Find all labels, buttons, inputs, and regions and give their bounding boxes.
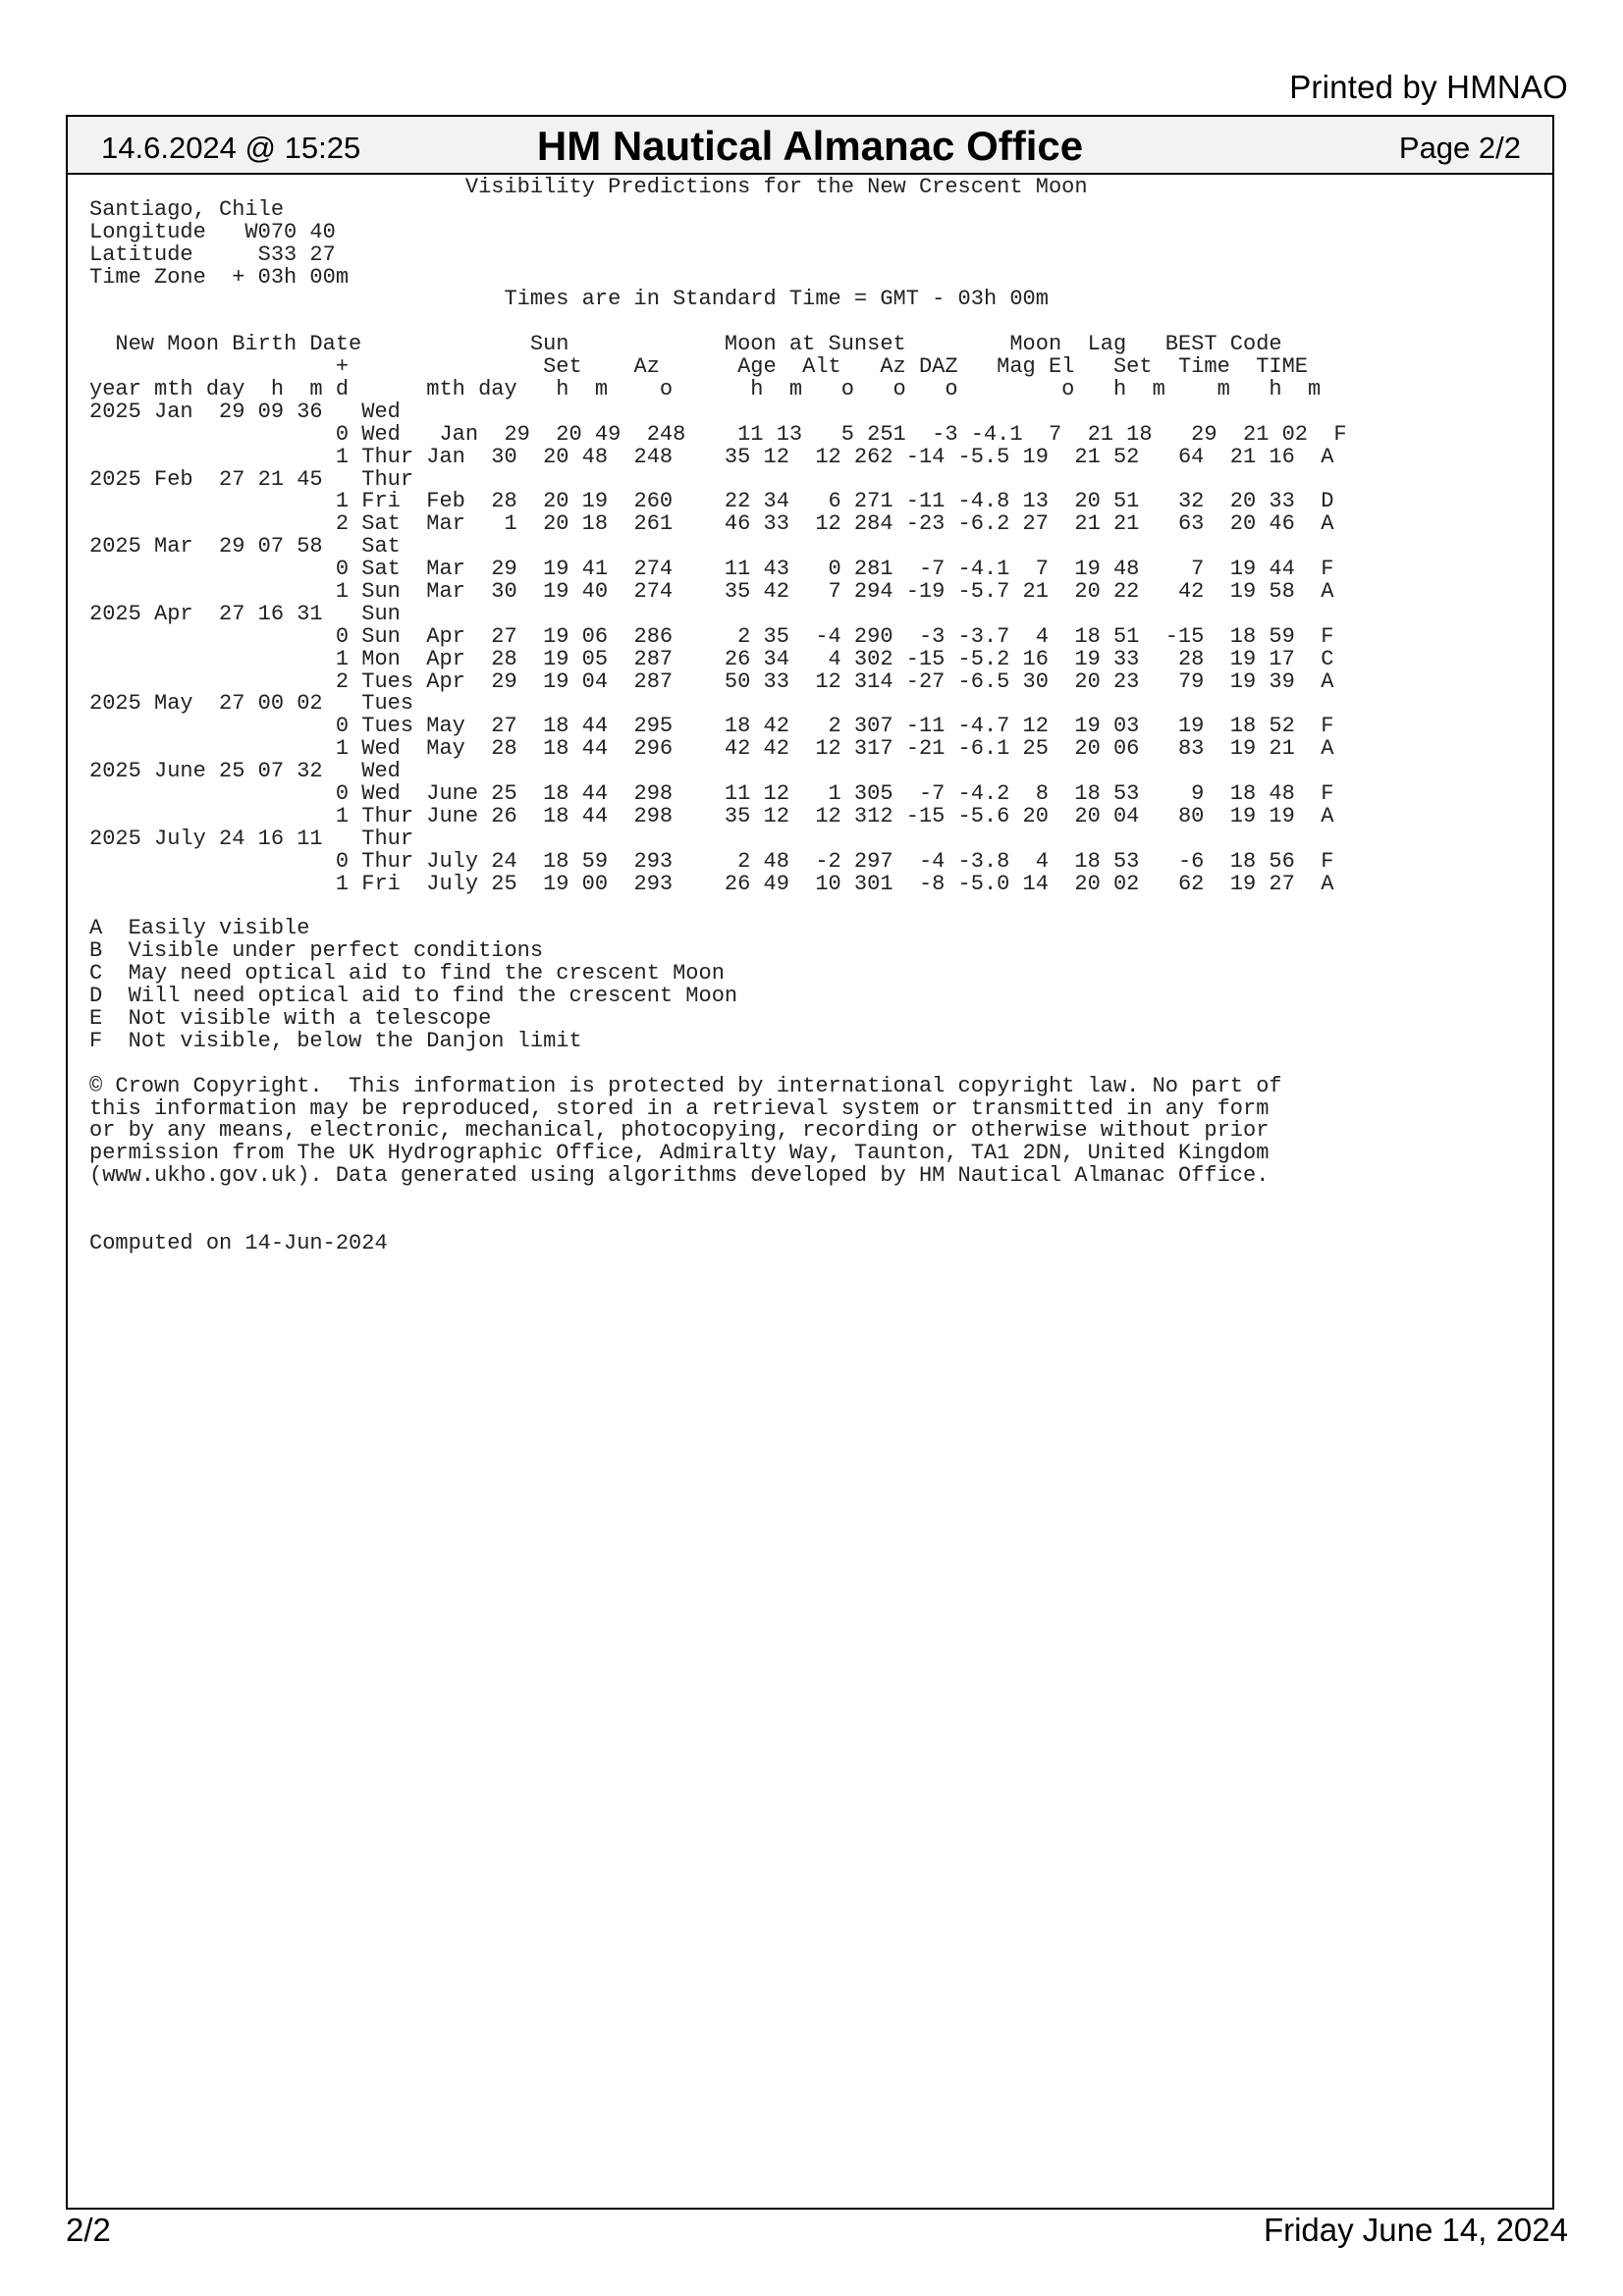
table-row: 2025 Apr 27 16 31 Sun (89, 601, 401, 626)
legend-item: A Easily visible (89, 916, 310, 941)
copyright-line: (www.ukho.gov.uk). Data generated using algorithms developed by HM Nautical Almanac Office. (89, 1163, 1270, 1189)
table-row: 1 Fri July 25 19 00 293 26 49 10 301 -8 -5.0 14 20 02 62 19 27 A (89, 871, 1334, 896)
table-row: 0 Wed June 25 18 44 298 11 12 1 305 -7 -4.2 8 18 53 9 18 48 F (89, 781, 1334, 807)
copyright-line: this information may be reproduced, stored in a retrieval system or transmitted in any form (89, 1095, 1270, 1121)
header-title: HM Nautical Almanac Office (536, 123, 1084, 169)
table-row: 2025 May 27 00 02 Tues (89, 691, 414, 717)
table-row: 1 Wed May 28 18 44 296 42 42 12 317 -21 -6.1 25 20 06 83 19 21 A (89, 736, 1334, 762)
table-row: 1 Thur Jan 30 20 48 248 35 12 12 262 -14 -5.5 19 21 52 64 21 16 A (89, 444, 1334, 469)
spacer (89, 896, 1542, 919)
report-header (68, 117, 1552, 175)
times-note: Times are in Standard Time = GMT - 03h 00m (89, 287, 1049, 312)
legend-item: B Visible under perfect conditions (89, 938, 544, 964)
computed-on: Computed on 14-Jun-2024 (89, 1230, 388, 1255)
report-body (89, 177, 1542, 1255)
legend-item: D Will need optical aid to find the crescent Moon (89, 984, 738, 1009)
table-row: 2 Sat Mar 1 20 18 261 46 33 12 284 -23 -6.2 27 21 21 63 20 46 A (89, 511, 1334, 537)
footer-page-number: 2/2 (66, 2212, 111, 2248)
table-row: 2025 June 25 07 32 Wed (89, 759, 401, 784)
table-header-line: + Set Az Age Alt Az DAZ Mag El Set Time TIME (89, 354, 1309, 380)
spacer (89, 1053, 1542, 1076)
header-datetime: 14.6.2024 @ 15:25 (101, 131, 361, 165)
printed-by-label: Printed by HMNAO (1289, 69, 1568, 105)
copyright-line: permission from The UK Hydrographic Office, Admiralty Way, Taunton, TA1 2DN, United Kingdom (89, 1141, 1270, 1166)
table-row: 2025 Feb 27 21 45 Thur (89, 466, 414, 492)
legend-item: C May need optical aid to find the crescent Moon (89, 961, 725, 987)
table-row: 1 Thur June 26 18 44 298 35 12 12 312 -15 -5.6 20 20 04 80 19 19 A (89, 803, 1334, 828)
location-line: Longitude W070 40 (89, 219, 336, 244)
table-row: 0 Tues May 27 18 44 295 18 42 2 307 -11 -4.7 12 19 03 19 18 52 F (89, 714, 1334, 739)
table-row: 1 Sun Mar 30 19 40 274 35 42 7 294 -19 -5.7 21 20 22 42 19 58 A (89, 579, 1334, 605)
header-page-number: Page 2/2 (1398, 131, 1521, 165)
copyright-line: or by any means, electronic, mechanical, photocopying, recording or otherwise without prior (89, 1118, 1270, 1144)
spacer (89, 311, 1542, 334)
table-header-block (89, 334, 1542, 401)
table-row: 1 Fri Feb 28 20 19 260 22 34 6 271 -11 -4.8 13 20 51 32 20 33 D (89, 489, 1334, 514)
table-row: 2 Tues Apr 29 19 04 287 50 33 12 314 -27 -6.5 30 20 23 79 19 39 A (89, 668, 1334, 694)
table-body (89, 401, 1542, 896)
legend-item: E Not visible with a telescope (89, 1005, 492, 1031)
table-row: 0 Sun Apr 27 19 06 286 2 35 -4 290 -3 -3.7 4 18 51 -15 18 59 F (89, 623, 1334, 649)
copyright-notice (89, 1073, 1542, 1189)
location-block (89, 196, 1542, 290)
copyright-line: © Crown Copyright. This information is protected by international copyright law. No part of (89, 1073, 1282, 1098)
table-row: 2025 July 24 16 11 Thur (89, 826, 414, 851)
legend-item: F Not visible, below the Danjon limit (89, 1028, 582, 1053)
location-line: Santiago, Chile (89, 196, 285, 222)
table-row: 0 Thur July 24 18 59 293 2 48 -2 297 -4 -3.8 4 18 53 -6 18 56 F (89, 848, 1334, 874)
table-row: 2025 Mar 29 07 58 Sat (89, 534, 401, 560)
table-row: 2025 Jan 29 09 36 Wed (89, 399, 401, 424)
table-header-line: New Moon Birth Date Sun Moon at Sunset Moon Lag BEST Code (89, 332, 1282, 357)
report-title: Visibility Predictions for the New Crescent Moon (89, 175, 1088, 199)
table-row: 0 Wed Jan 29 20 49 248 11 13 5 251 -3 -4.1 7 21 18 29 21 02 F (89, 421, 1347, 447)
visibility-code-legend (89, 918, 1542, 1052)
location-line: Latitude S33 27 (89, 241, 336, 267)
spacer (89, 1188, 1542, 1210)
table-row: 0 Sat Mar 29 19 41 274 11 43 0 281 -7 -4.1 7 19 48 7 19 44 F (89, 557, 1334, 582)
table-row: 1 Mon Apr 28 19 05 287 26 34 4 302 -15 -5.2 16 19 33 28 19 17 C (89, 646, 1334, 671)
location-line: Time Zone + 03h 00m (89, 264, 350, 290)
table-header-line: year mth day h m d mth day h m o h m o o o o h m m h m (89, 377, 1322, 402)
spacer (89, 1210, 1542, 1233)
footer-date: Friday June 14, 2024 (1263, 2212, 1568, 2248)
report-frame (66, 115, 1554, 2210)
